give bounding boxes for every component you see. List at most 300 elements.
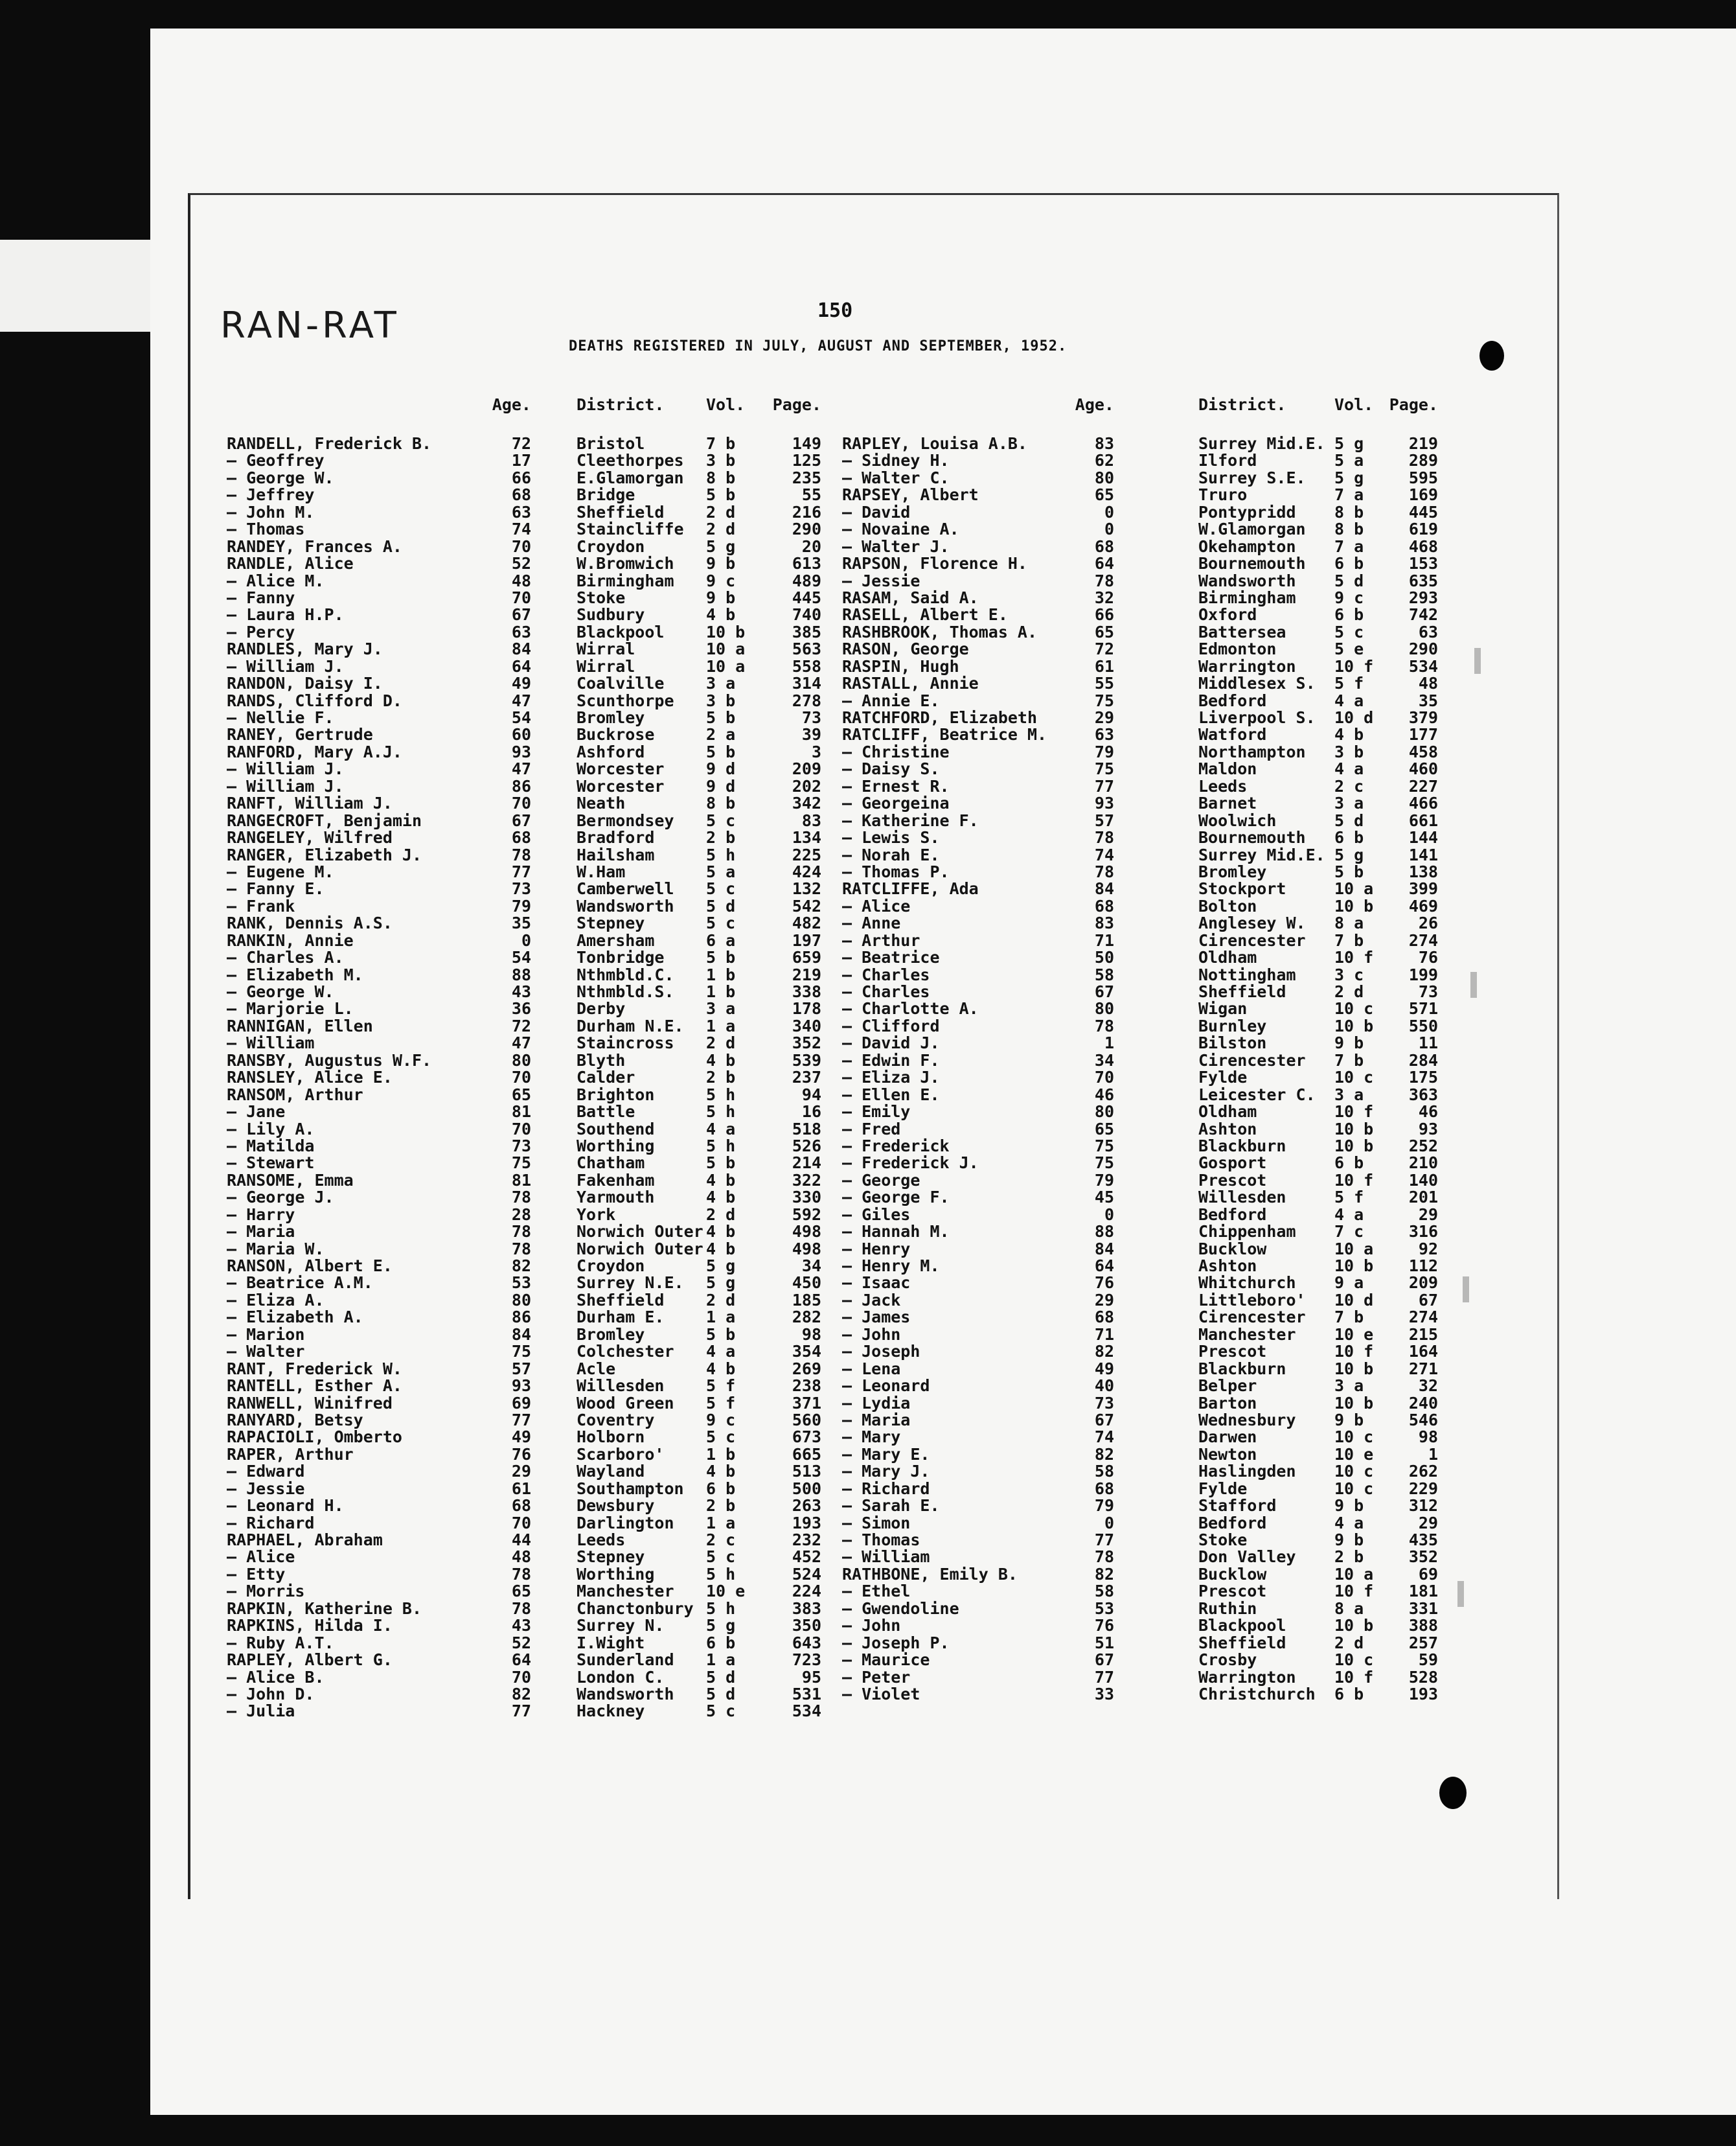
entry-name: — George F. bbox=[842, 1188, 950, 1207]
entry-age: 70 bbox=[1094, 1068, 1114, 1087]
entry-vol: 4 b bbox=[706, 1239, 736, 1258]
entry-page: 227 bbox=[1408, 776, 1438, 796]
vol-header: Vol. bbox=[1334, 395, 1374, 414]
entry-page: 526 bbox=[792, 1136, 821, 1155]
entry-vol: 10 b bbox=[1334, 1256, 1374, 1275]
entry-age: 80 bbox=[511, 1290, 531, 1310]
entry-age: 80 bbox=[511, 1050, 531, 1070]
entry-age: 79 bbox=[511, 896, 531, 916]
entry-name: — Clifford bbox=[842, 1016, 940, 1035]
entry-district: Prescot bbox=[1198, 1342, 1267, 1361]
entry-vol: 5 g bbox=[706, 536, 736, 556]
index-heading: RAN-RAT bbox=[220, 305, 400, 347]
entry-vol: 3 a bbox=[1334, 794, 1364, 813]
entry-age: 61 bbox=[1094, 656, 1114, 676]
entry-age: 88 bbox=[511, 965, 531, 984]
entry-age: 63 bbox=[511, 622, 531, 641]
entry-vol: 5 g bbox=[1334, 468, 1364, 487]
entry-district: Coalville bbox=[577, 674, 665, 693]
entry-page: 219 bbox=[1408, 434, 1438, 453]
entry-page: 59 bbox=[1418, 1650, 1438, 1670]
entry-district: Anglesey W. bbox=[1198, 914, 1306, 933]
entry-name: — Fred bbox=[842, 1119, 901, 1138]
entry-page: 16 bbox=[801, 1102, 821, 1122]
entry-name: — Charlotte A. bbox=[842, 999, 979, 1019]
entry-vol: 6 b bbox=[1334, 1153, 1364, 1173]
entry-name: — David J. bbox=[842, 1033, 940, 1053]
entry-name: RAPSON, Florence H. bbox=[842, 554, 1027, 573]
entry-vol: 10 a bbox=[706, 640, 746, 659]
entry-district: Cirencester bbox=[1198, 930, 1306, 950]
entry-name: RAPER, Arthur bbox=[227, 1444, 354, 1464]
entry-vol: 9 c bbox=[706, 1410, 736, 1429]
entry-vol: 10 b bbox=[1334, 1136, 1374, 1155]
entry-district: W.Bromwich bbox=[577, 554, 674, 573]
entry-name: — Georgeina bbox=[842, 794, 950, 813]
entry-page: 659 bbox=[792, 948, 821, 967]
entry-age: 64 bbox=[511, 1650, 531, 1670]
entry-vol: 5 c bbox=[706, 1427, 736, 1447]
entry-vol: 6 b bbox=[706, 1479, 736, 1498]
entry-district: Surrey Mid.E. bbox=[1198, 845, 1325, 864]
entry-name: — William J. bbox=[227, 776, 344, 796]
entry-vol: 5 f bbox=[706, 1376, 736, 1396]
entry-page: 235 bbox=[792, 468, 821, 487]
entry-page: 69 bbox=[1418, 1564, 1438, 1584]
entry-vol: 7 a bbox=[1334, 536, 1364, 556]
entry-page: 723 bbox=[792, 1650, 821, 1670]
entry-name: — Ellen E. bbox=[842, 1085, 940, 1104]
entry-page: 531 bbox=[792, 1684, 821, 1703]
entry-vol: 9 b bbox=[706, 588, 736, 607]
entry-age: 0 bbox=[521, 930, 531, 950]
entry-vol: 5 b bbox=[706, 742, 736, 761]
entry-name: — Mary J. bbox=[842, 1462, 930, 1481]
entry-vol: 10 e bbox=[706, 1582, 746, 1601]
entry-vol: 10 c bbox=[1334, 999, 1374, 1019]
entry-district: Croydon bbox=[577, 536, 645, 556]
entry-district: Chippenham bbox=[1198, 1222, 1296, 1241]
entry-district: Haslingden bbox=[1198, 1462, 1296, 1481]
entry-vol: 2 d bbox=[706, 520, 736, 539]
page-header: Page. bbox=[1389, 395, 1438, 414]
entry-page: 665 bbox=[792, 1444, 821, 1464]
entry-age: 78 bbox=[511, 1188, 531, 1207]
entry-vol: 5 f bbox=[1334, 1188, 1364, 1207]
entry-name: RASON, George bbox=[842, 640, 969, 659]
entry-district: Stepney bbox=[577, 914, 645, 933]
entry-page: 445 bbox=[1408, 502, 1438, 522]
entry-age: 77 bbox=[1094, 1667, 1114, 1687]
page-header: Page. bbox=[772, 395, 821, 414]
entry-age: 84 bbox=[511, 1324, 531, 1344]
entry-age: 74 bbox=[1094, 1427, 1114, 1447]
entry-district: Ashton bbox=[1198, 1119, 1257, 1138]
entry-age: 81 bbox=[511, 1102, 531, 1122]
age-header: Age. bbox=[492, 395, 531, 414]
entry-name: RANWELL, Winifred bbox=[227, 1393, 393, 1413]
entry-vol: 4 a bbox=[706, 1342, 736, 1361]
entry-district: Sudbury bbox=[577, 605, 645, 625]
entry-age: 70 bbox=[511, 794, 531, 813]
entry-age: 77 bbox=[511, 1410, 531, 1429]
entry-vol: 7 b bbox=[1334, 1050, 1364, 1070]
entry-name: — William J. bbox=[227, 656, 344, 676]
entry-district: Buckrose bbox=[577, 725, 655, 744]
entry-district: Bedford bbox=[1198, 691, 1267, 710]
entry-district: W.Ham bbox=[577, 862, 626, 881]
entry-vol: 8 b bbox=[706, 794, 736, 813]
entry-page: 290 bbox=[792, 520, 821, 539]
entry-name: — Giles bbox=[842, 1205, 911, 1224]
entry-age: 80 bbox=[1094, 999, 1114, 1019]
entry-vol: 10 c bbox=[1334, 1479, 1374, 1498]
entry-district: Battersea bbox=[1198, 622, 1286, 641]
entry-district: Wednesbury bbox=[1198, 1410, 1296, 1429]
entry-name: RATCLIFFE, Ada bbox=[842, 879, 979, 899]
entry-age: 82 bbox=[1094, 1342, 1114, 1361]
entry-vol: 7 b bbox=[706, 434, 736, 453]
entry-age: 64 bbox=[1094, 554, 1114, 573]
entry-name: — Thomas bbox=[842, 1530, 920, 1549]
entry-vol: 3 a bbox=[1334, 1085, 1364, 1104]
entry-district: Wandsworth bbox=[577, 896, 674, 916]
entry-page: 330 bbox=[792, 1188, 821, 1207]
entry-age: 33 bbox=[1094, 1684, 1114, 1703]
entry-vol: 4 b bbox=[706, 1050, 736, 1070]
entry-district: Watford bbox=[1198, 725, 1267, 744]
entry-district: Littleboro' bbox=[1198, 1290, 1306, 1310]
entry-page: 661 bbox=[1408, 811, 1438, 830]
entry-age: 50 bbox=[1094, 948, 1114, 967]
entry-page: 289 bbox=[1408, 451, 1438, 470]
entry-district: Sheffield bbox=[577, 1290, 665, 1310]
entry-name: RANEY, Gertrude bbox=[227, 725, 373, 744]
entry-district: Durham E. bbox=[577, 1308, 665, 1327]
entry-vol: 10 a bbox=[1334, 879, 1374, 899]
entry-page: 469 bbox=[1408, 896, 1438, 916]
entry-vol: 5 e bbox=[1334, 640, 1364, 659]
entry-age: 76 bbox=[1094, 1616, 1114, 1635]
entry-name: RANGER, Elizabeth J. bbox=[227, 845, 422, 864]
entry-age: 76 bbox=[511, 1444, 531, 1464]
entry-vol: 5 b bbox=[706, 485, 736, 505]
entry-district: Oldham bbox=[1198, 1102, 1257, 1122]
entry-name: — Eliza J. bbox=[842, 1068, 940, 1087]
entry-age: 55 bbox=[1094, 674, 1114, 693]
entry-name: — Sidney H. bbox=[842, 451, 950, 470]
entry-age: 63 bbox=[511, 502, 531, 522]
entry-page: 238 bbox=[792, 1376, 821, 1396]
entry-district: Hailsham bbox=[577, 845, 655, 864]
entry-age: 93 bbox=[1094, 794, 1114, 813]
entry-name: — James bbox=[842, 1308, 911, 1327]
entry-district: Bristol bbox=[577, 434, 645, 453]
entry-name: — Maurice bbox=[842, 1650, 930, 1670]
entry-age: 78 bbox=[1094, 1547, 1114, 1567]
scan-mark bbox=[1470, 972, 1477, 998]
entry-page: 322 bbox=[792, 1170, 821, 1190]
entry-page: 219 bbox=[792, 965, 821, 984]
entry-vol: 5 d bbox=[706, 896, 736, 916]
entry-name: RASTALL, Annie bbox=[842, 674, 979, 693]
entry-name: — Percy bbox=[227, 622, 295, 641]
entry-page: 445 bbox=[792, 588, 821, 607]
entry-page: 140 bbox=[1408, 1170, 1438, 1190]
entry-vol: 2 a bbox=[706, 725, 736, 744]
entry-district: Don Valley bbox=[1198, 1547, 1296, 1567]
entry-page: 458 bbox=[1408, 742, 1438, 761]
entry-age: 63 bbox=[1094, 725, 1114, 744]
entry-page: 385 bbox=[792, 622, 821, 641]
entry-age: 58 bbox=[1094, 965, 1114, 984]
entry-page: 482 bbox=[792, 914, 821, 933]
entry-age: 0 bbox=[1104, 1513, 1114, 1532]
entry-vol: 4 a bbox=[706, 1119, 736, 1138]
entry-name: — Nellie F. bbox=[227, 708, 334, 727]
entry-name: RAPLEY, Albert G. bbox=[227, 1650, 393, 1670]
entry-page: 643 bbox=[792, 1633, 821, 1652]
entry-district: Willesden bbox=[1198, 1188, 1286, 1207]
entry-district: Oxford bbox=[1198, 605, 1257, 625]
entry-age: 49 bbox=[511, 674, 531, 693]
entry-name: — Edwin F. bbox=[842, 1050, 940, 1070]
entry-district: Scunthorpe bbox=[577, 691, 674, 710]
entry-name: — Charles bbox=[842, 965, 930, 984]
entry-vol: 2 b bbox=[706, 1068, 736, 1087]
entry-age: 65 bbox=[511, 1085, 531, 1104]
entry-name: — Annie E. bbox=[842, 691, 940, 710]
entry-vol: 5 h bbox=[706, 1102, 736, 1122]
entry-district: Colchester bbox=[577, 1342, 674, 1361]
entry-page: 571 bbox=[1408, 999, 1438, 1019]
entry-age: 84 bbox=[1094, 879, 1114, 899]
entry-vol: 7 c bbox=[1334, 1222, 1364, 1241]
entry-name: — John D. bbox=[227, 1684, 315, 1703]
entry-name: — Lily A. bbox=[227, 1119, 315, 1138]
entry-age: 28 bbox=[511, 1205, 531, 1224]
entry-vol: 10 b bbox=[1334, 1393, 1374, 1413]
entry-page: 338 bbox=[792, 982, 821, 1001]
entry-vol: 5 d bbox=[706, 1667, 736, 1687]
entry-district: Blackburn bbox=[1198, 1359, 1286, 1378]
entry-page: 316 bbox=[1408, 1222, 1438, 1241]
entry-district: Camberwell bbox=[577, 879, 674, 899]
entry-name: — Laura H.P. bbox=[227, 605, 344, 625]
entry-page: 613 bbox=[792, 554, 821, 573]
entry-district: Coventry bbox=[577, 1410, 655, 1429]
entry-age: 48 bbox=[511, 1547, 531, 1567]
entry-age: 86 bbox=[511, 1308, 531, 1327]
entry-page: 83 bbox=[801, 811, 821, 830]
punch-hole bbox=[1479, 341, 1504, 371]
entry-page: 149 bbox=[792, 434, 821, 453]
entry-vol: 8 b bbox=[1334, 520, 1364, 539]
entry-vol: 5 a bbox=[1334, 451, 1364, 470]
entry-age: 60 bbox=[511, 725, 531, 744]
entry-age: 70 bbox=[511, 1119, 531, 1138]
entry-age: 93 bbox=[511, 742, 531, 761]
entry-vol: 1 b bbox=[706, 982, 736, 1001]
entry-vol: 2 d bbox=[706, 1205, 736, 1224]
entry-name: RANDEY, Frances A. bbox=[227, 536, 402, 556]
entry-vol: 10 b bbox=[1334, 1359, 1374, 1378]
entry-age: 79 bbox=[1094, 1170, 1114, 1190]
entry-vol: 5 c bbox=[706, 879, 736, 899]
entry-vol: 5 c bbox=[706, 914, 736, 933]
entry-page: 560 bbox=[792, 1410, 821, 1429]
entry-district: Barton bbox=[1198, 1393, 1257, 1413]
entry-district: Durham N.E. bbox=[577, 1016, 684, 1035]
entry-age: 67 bbox=[511, 811, 531, 830]
entry-page: 98 bbox=[801, 1324, 821, 1344]
entry-age: 29 bbox=[1094, 708, 1114, 727]
entry-name: RAPKIN, Katherine B. bbox=[227, 1598, 422, 1618]
entry-name: RAPKINS, Hilda I. bbox=[227, 1616, 393, 1635]
entry-age: 51 bbox=[1094, 1633, 1114, 1652]
entry-name: — Alice bbox=[227, 1547, 295, 1567]
entry-district: Bolton bbox=[1198, 896, 1257, 916]
entry-district: Worcester bbox=[577, 759, 665, 779]
entry-name: — Katherine F. bbox=[842, 811, 979, 830]
entry-district: Ilford bbox=[1198, 451, 1257, 470]
entry-page: 742 bbox=[1408, 605, 1438, 625]
entry-page: 39 bbox=[801, 725, 821, 744]
entry-district: Sunderland bbox=[577, 1650, 674, 1670]
entry-district: Sheffield bbox=[577, 502, 665, 522]
entry-district: Surrey S.E. bbox=[1198, 468, 1306, 487]
entry-age: 75 bbox=[1094, 691, 1114, 710]
entry-page: 257 bbox=[1408, 1633, 1438, 1652]
entry-vol: 10 e bbox=[1334, 1444, 1374, 1464]
entry-age: 83 bbox=[1094, 434, 1114, 453]
entry-name: — Daisy S. bbox=[842, 759, 940, 779]
entry-vol: 5 g bbox=[1334, 845, 1364, 864]
entry-page: 534 bbox=[792, 1702, 821, 1721]
scan-mark bbox=[1463, 1276, 1469, 1302]
entry-district: Chanctonbury bbox=[577, 1598, 694, 1618]
entry-age: 45 bbox=[1094, 1188, 1114, 1207]
entry-district: Maldon bbox=[1198, 759, 1257, 779]
entry-age: 65 bbox=[1094, 1119, 1114, 1138]
entry-district: Derby bbox=[577, 999, 626, 1019]
entry-district: Surrey N.E. bbox=[577, 1273, 684, 1293]
entry-name: — Christine bbox=[842, 742, 950, 761]
entry-district: Scarboro' bbox=[577, 1444, 665, 1464]
entry-vol: 5 h bbox=[706, 1598, 736, 1618]
entry-district: Bromley bbox=[1198, 862, 1267, 881]
entry-vol: 3 a bbox=[1334, 1376, 1364, 1396]
entry-district: Manchester bbox=[577, 1582, 674, 1601]
entry-age: 67 bbox=[1094, 1650, 1114, 1670]
entry-age: 75 bbox=[511, 1153, 531, 1173]
entry-district: Stepney bbox=[577, 1547, 645, 1567]
entry-name: — Gwendoline bbox=[842, 1598, 959, 1618]
entry-name: RANFT, William J. bbox=[227, 794, 393, 813]
entry-page: 452 bbox=[792, 1547, 821, 1567]
entry-page: 202 bbox=[792, 776, 821, 796]
entry-district: Brighton bbox=[577, 1085, 655, 1104]
entry-district: Bilston bbox=[1198, 1033, 1267, 1053]
entry-page: 153 bbox=[1408, 554, 1438, 573]
entry-age: 84 bbox=[1094, 1239, 1114, 1258]
entry-age: 70 bbox=[511, 588, 531, 607]
entry-name: — Alice B. bbox=[227, 1667, 325, 1687]
entry-district: Nottingham bbox=[1198, 965, 1296, 984]
entry-name: — Charles A. bbox=[227, 948, 344, 967]
entry-district: Wood Green bbox=[577, 1393, 674, 1413]
entry-vol: 5 b bbox=[1334, 862, 1364, 881]
entry-vol: 9 c bbox=[1334, 588, 1364, 607]
entry-district: I.Wight bbox=[577, 1633, 645, 1652]
entry-age: 58 bbox=[1094, 1582, 1114, 1601]
entry-district: Gosport bbox=[1198, 1153, 1267, 1173]
entry-age: 65 bbox=[1094, 622, 1114, 641]
entry-age: 75 bbox=[1094, 1153, 1114, 1173]
entry-age: 68 bbox=[511, 828, 531, 848]
entry-vol: 10 b bbox=[1334, 1119, 1374, 1138]
entry-name: — Violet bbox=[842, 1684, 920, 1703]
entry-age: 52 bbox=[511, 554, 531, 573]
entry-vol: 10 c bbox=[1334, 1462, 1374, 1481]
entry-vol: 9 b bbox=[706, 554, 736, 573]
entry-name: — Joseph bbox=[842, 1342, 920, 1361]
entry-page: 216 bbox=[792, 502, 821, 522]
entry-age: 71 bbox=[1094, 1324, 1114, 1344]
entry-district: Wayland bbox=[577, 1462, 645, 1481]
entry-district: Bucklow bbox=[1198, 1564, 1267, 1584]
entry-age: 65 bbox=[1094, 485, 1114, 505]
entry-age: 78 bbox=[1094, 862, 1114, 881]
entry-page: 314 bbox=[792, 674, 821, 693]
district-header: District. bbox=[577, 395, 665, 414]
entry-district: Belper bbox=[1198, 1376, 1257, 1396]
entry-district: Worcester bbox=[577, 776, 665, 796]
entry-vol: 10 f bbox=[1334, 1667, 1374, 1687]
entry-page: 388 bbox=[1408, 1616, 1438, 1635]
entry-vol: 9 b bbox=[1334, 1530, 1364, 1549]
entry-vol: 10 a bbox=[706, 656, 746, 676]
entry-name: — Frederick bbox=[842, 1136, 950, 1155]
entry-name: — Harry bbox=[227, 1205, 295, 1224]
entry-district: Leicester C. bbox=[1198, 1085, 1316, 1104]
entry-vol: 10 f bbox=[1334, 1102, 1374, 1122]
entry-vol: 4 b bbox=[706, 1462, 736, 1481]
entry-name: RANT, Frederick W. bbox=[227, 1359, 402, 1378]
entry-page: 312 bbox=[1408, 1496, 1438, 1516]
entry-district: Christchurch bbox=[1198, 1684, 1316, 1703]
entry-name: RASELL, Albert E. bbox=[842, 605, 1008, 625]
entry-name: — David bbox=[842, 502, 911, 522]
entry-vol: 1 a bbox=[706, 1308, 736, 1327]
entry-age: 1 bbox=[1104, 1033, 1114, 1053]
entry-district: Warrington bbox=[1198, 656, 1296, 676]
page-number: 150 bbox=[817, 299, 853, 322]
entry-vol: 6 b bbox=[1334, 554, 1364, 573]
entry-page: 513 bbox=[792, 1462, 821, 1481]
entry-age: 70 bbox=[511, 536, 531, 556]
entry-age: 80 bbox=[1094, 1102, 1114, 1122]
entry-vol: 10 f bbox=[1334, 1342, 1374, 1361]
entry-vol: 2 c bbox=[1334, 776, 1364, 796]
entry-name: — Leonard H. bbox=[227, 1496, 344, 1516]
entry-name: — Jane bbox=[227, 1102, 286, 1122]
entry-page: 11 bbox=[1418, 1033, 1438, 1053]
entry-name: RANSBY, Augustus W.F. bbox=[227, 1050, 432, 1070]
entry-name: — Sarah E. bbox=[842, 1496, 940, 1516]
entry-vol: 10 b bbox=[706, 622, 746, 641]
entry-vol: 3 b bbox=[1334, 742, 1364, 761]
